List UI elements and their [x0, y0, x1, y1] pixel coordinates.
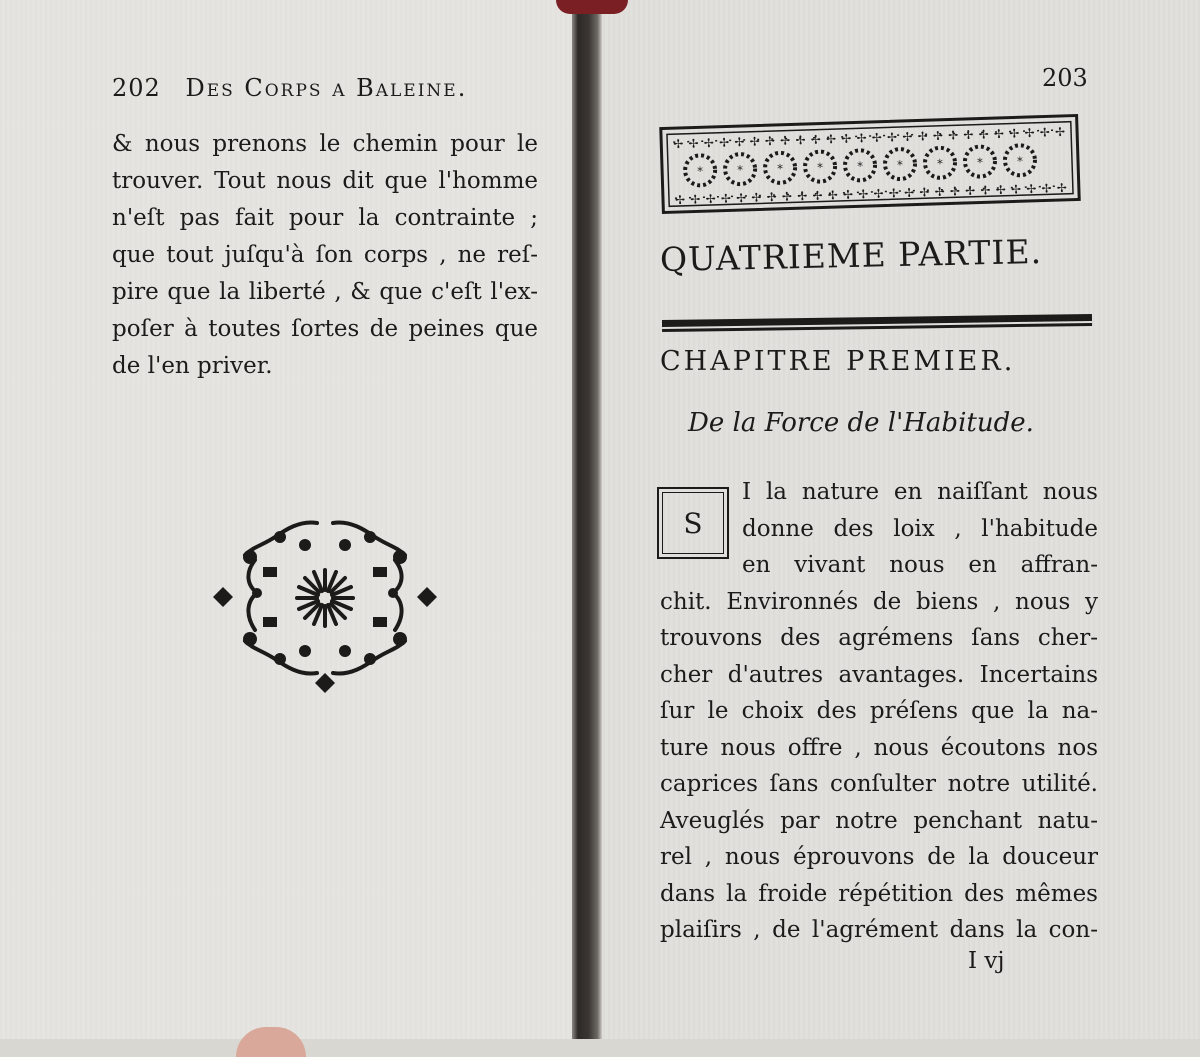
- chapter-subtitle: De la Force de l'Habitude.: [688, 408, 1034, 438]
- text-line: pire que la liberté , & que c'eſt l'ex-: [112, 279, 538, 305]
- book-gutter: [572, 0, 602, 1039]
- part-title: QUATRIEME PARTIE.: [659, 232, 1043, 279]
- page-number-right: 203: [1042, 64, 1088, 92]
- text-line: trouvons des agrémens ſans cher-: [660, 625, 1098, 651]
- signature-mark: I vj: [968, 948, 1005, 974]
- svg-text:*: *: [976, 155, 984, 170]
- text-line: donne des loix , l'habitude: [742, 515, 1098, 542]
- right-body-text: [660, 474, 1098, 949]
- text-line: poſer à toutes ſortes de peines que: [112, 316, 538, 342]
- svg-text:*: *: [936, 156, 944, 171]
- text-line: & nous prenons le chemin pour le: [112, 131, 538, 157]
- text-line: en vivant nous en affran-: [742, 552, 1098, 578]
- text-line: cher d'autres avantages. Incertains: [660, 661, 1098, 688]
- svg-text:*: *: [776, 161, 784, 176]
- text-line: ſur le choix des préſens que la na-: [660, 698, 1098, 724]
- red-binding-edge: [556, 0, 628, 14]
- text-line: n'eſt pas fait pour la contrainte ;: [112, 205, 538, 231]
- text-line: caprices ſans conſulter notre utilité.: [660, 771, 1098, 797]
- text-line: trouver. Tout nous dit que l'homme: [112, 168, 538, 194]
- text-line: Aveuglés par notre penchant natu-: [660, 807, 1098, 834]
- svg-text:*: *: [816, 160, 824, 175]
- chapter-title: CHAPITRE PREMIER.: [660, 346, 1016, 377]
- wreath-headpiece-icon: [659, 113, 1082, 214]
- text-line: I la nature en naiſſant nous: [742, 479, 1098, 505]
- running-head-title: Des Corps a Baleine.: [185, 74, 468, 102]
- svg-text:✢✢✢✢✢✢✢✢✢✢✢✢✢✢✢✢✢✢✢✢✢✢✢✢✢✢: ✢✢✢✢✢✢✢✢✢✢✢✢✢✢✢✢✢✢✢✢✢✢✢✢✢✢: [674, 180, 1068, 208]
- text-line: plaiſirs , de l'agrément dans la con-: [660, 917, 1098, 943]
- running-head: [112, 74, 532, 102]
- svg-text:*: *: [736, 162, 744, 178]
- svg-text:*: *: [856, 159, 864, 174]
- svg-text:✢✢✢✢✢✢✢✢✢✢✢✢✢✢✢✢✢✢✢✢✢✢✢✢✢✢: ✢✢✢✢✢✢✢✢✢✢✢✢✢✢✢✢✢✢✢✢✢✢✢✢✢✢: [673, 124, 1066, 152]
- svg-text:*: *: [696, 164, 704, 179]
- text-line: rel , nous éprouvons de la douceur: [660, 844, 1098, 870]
- svg-text:*: *: [896, 157, 904, 173]
- page-number-left: 202: [112, 74, 161, 102]
- text-line: de l'en priver.: [112, 353, 273, 379]
- text-line: chit. Environnés de biens , nous y: [660, 588, 1098, 615]
- svg-text:*: *: [1016, 154, 1024, 169]
- text-line: que tout juſqu'à ſon corps , ne reſ-: [112, 242, 538, 268]
- drop-cap-letter: S: [683, 506, 703, 540]
- text-line: dans la froide répétition des mêmes: [660, 880, 1098, 907]
- left-body-text: [112, 126, 538, 385]
- text-line: ture nous offre , nous écoutons nos: [660, 734, 1098, 761]
- fleuron-ornament-icon: [205, 505, 445, 695]
